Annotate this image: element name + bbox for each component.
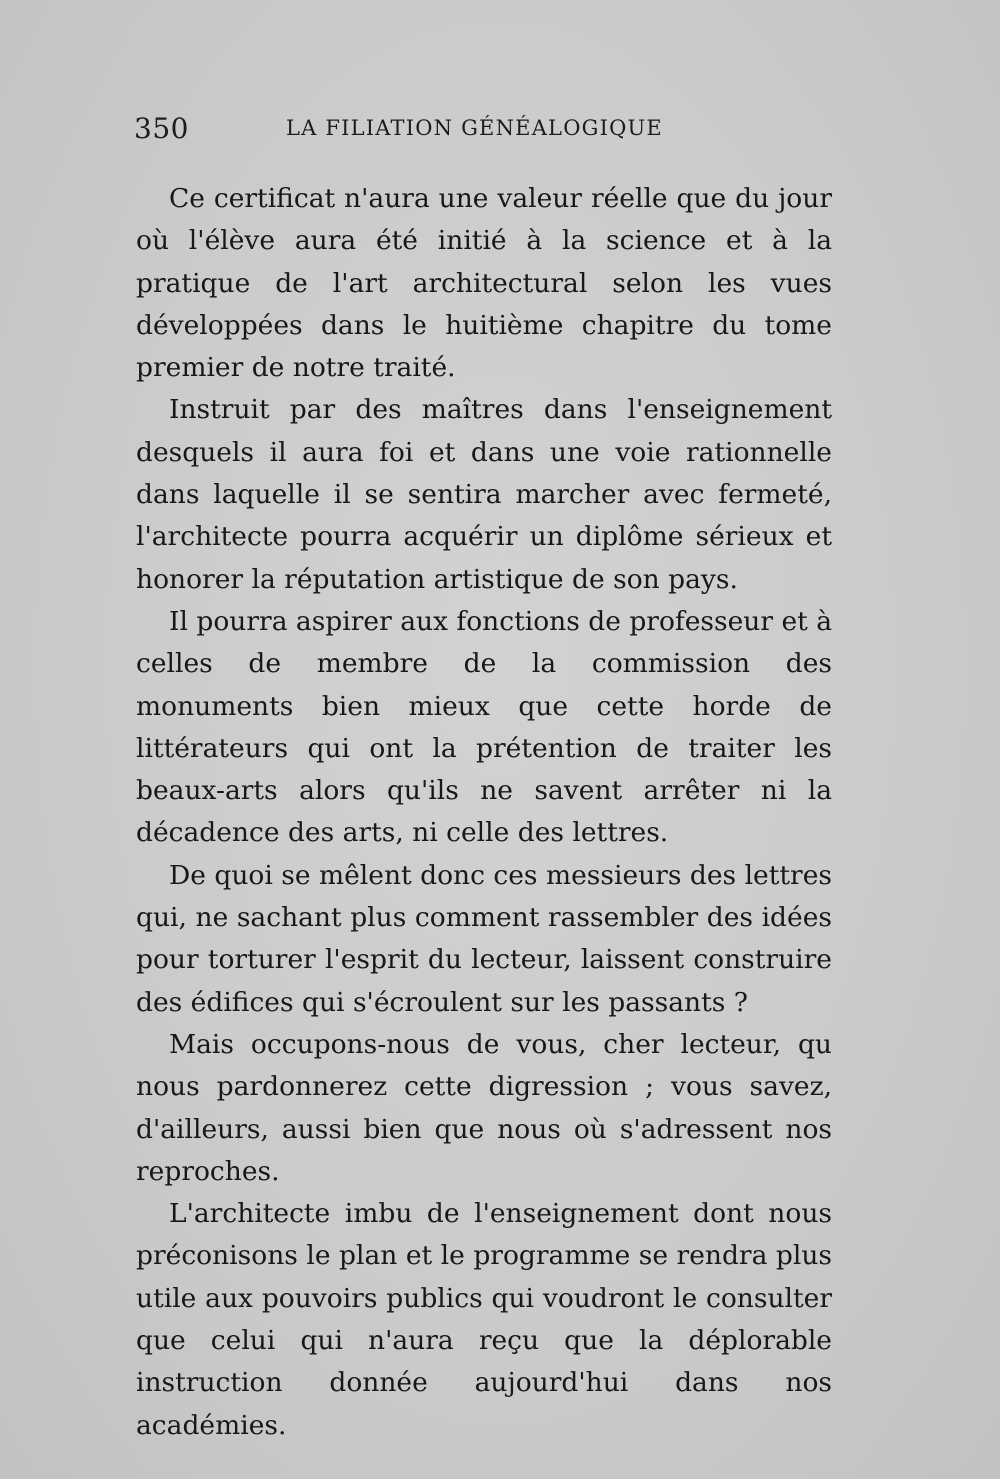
- page-header: [134, 112, 694, 148]
- running-head: LA FILIATION GÉNÉALOGIQUE: [286, 116, 663, 140]
- paragraph-5: Mais occupons-nous de vous, cher lecteur, qu nous pardonnerez cette digression ; vous savez, d'ailleurs, aussi bien que nous où s'adressent nos reproches.: [136, 1028, 832, 1187]
- paragraph-6: L'architecte imbu de l'enseignement dont nous préconisons le plan et le programme se rendra plus utile aux pouvoirs publics qui voudront le consulter que celui qui n'aura reçu que la déplorable instruction donnée aujourd'hui dans nos académies.: [136, 1198, 832, 1441]
- page-number: 350: [134, 112, 189, 145]
- paragraph-2: Instruit par des maîtres dans l'enseignement desquels il aura foi et dans une voie rationnelle dans laquelle il se sentira marcher avec fermeté, l'architecte pourra acquérir un diplôme sérieux et honorer la réputation artistique de son pays.: [136, 394, 832, 595]
- paragraph-3: Il pourra aspirer aux fonctions de professeur et à celles de membre de la commission des monuments bien mieux que cette horde de littérateurs qui ont la prétention de traiter les beaux-arts alors qu'ils ne savent arrêter ni la décadence des arts, ni celle des lettres.: [136, 605, 833, 849]
- paragraph-4: De quoi se mêlent donc ces messieurs des lettres qui, ne sachant plus comment rassembler des idées pour torturer l'esprit du lecteur, laissent construire des édifices qui s'écroulent sur les passants ?: [136, 859, 832, 1018]
- body-text: [136, 178, 832, 1447]
- paragraph-1: Ce certificat n'aura une valeur réelle que du jour où l'élève aura été initié à la science et à la pratique de l'art architectural selon les vues développées dans le huitième chapitre du tome premier de notre traité.: [136, 183, 832, 384]
